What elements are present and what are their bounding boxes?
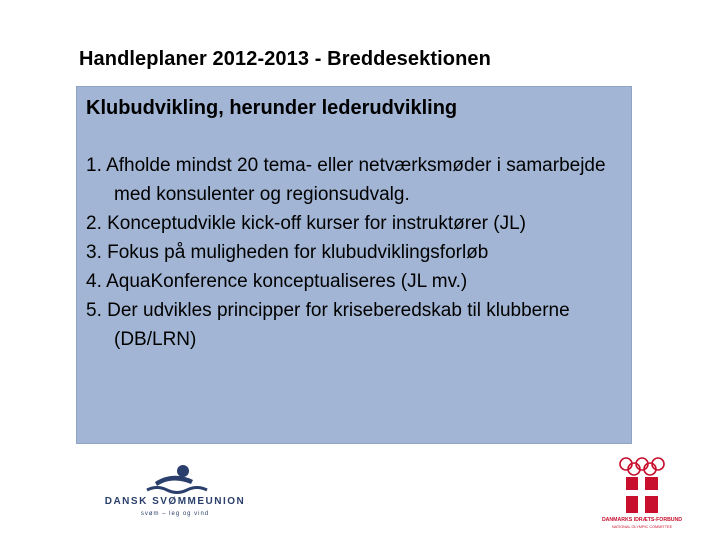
action-list <box>86 151 621 354</box>
danmarks-idraets-forbund-logo <box>596 455 688 530</box>
dansk-svommeunion-logo <box>95 460 255 518</box>
list-item: 4. AquaKonference konceptualiseres (JL mv.) <box>86 271 468 292</box>
list-item: 2. Konceptudvikle kick-off kurser for instruktører (JL) <box>86 213 526 234</box>
swimmer-logo-icon <box>147 465 207 493</box>
slide-title: Handleplaner 2012-2013 - Breddesektionen <box>79 48 491 70</box>
list-item: 1. Afholde mindst 20 tema- eller netværksmøder i samarbejde med konsulenter og regionsudvalg. <box>86 155 606 205</box>
content-panel <box>76 86 632 444</box>
danish-flag-icon <box>626 477 658 513</box>
list-item: 3. Fokus på muligheden for klubudviklingsforløb <box>86 242 489 263</box>
panel-heading: Klubudvikling, herunder lederudvikling <box>86 97 458 119</box>
svg-text:DANMARKS IDRÆTS-FORBUND: DANMARKS IDRÆTS-FORBUND <box>601 517 683 523</box>
svg-text:DANSK SVØMMEUNION: DANSK SVØMMEUNION <box>104 496 246 507</box>
svg-text:svøm – leg og vind: svøm – leg og vind <box>140 511 210 517</box>
list-item: 5. Der udvikles principper for kriseberedskab til klubberne (DB/LRN) <box>86 300 570 350</box>
svg-text:NATIONAL OLYMPIC COMMITTEE: NATIONAL OLYMPIC COMMITTEE <box>611 525 673 529</box>
olympic-rings-cross-logo-icon <box>620 458 664 475</box>
